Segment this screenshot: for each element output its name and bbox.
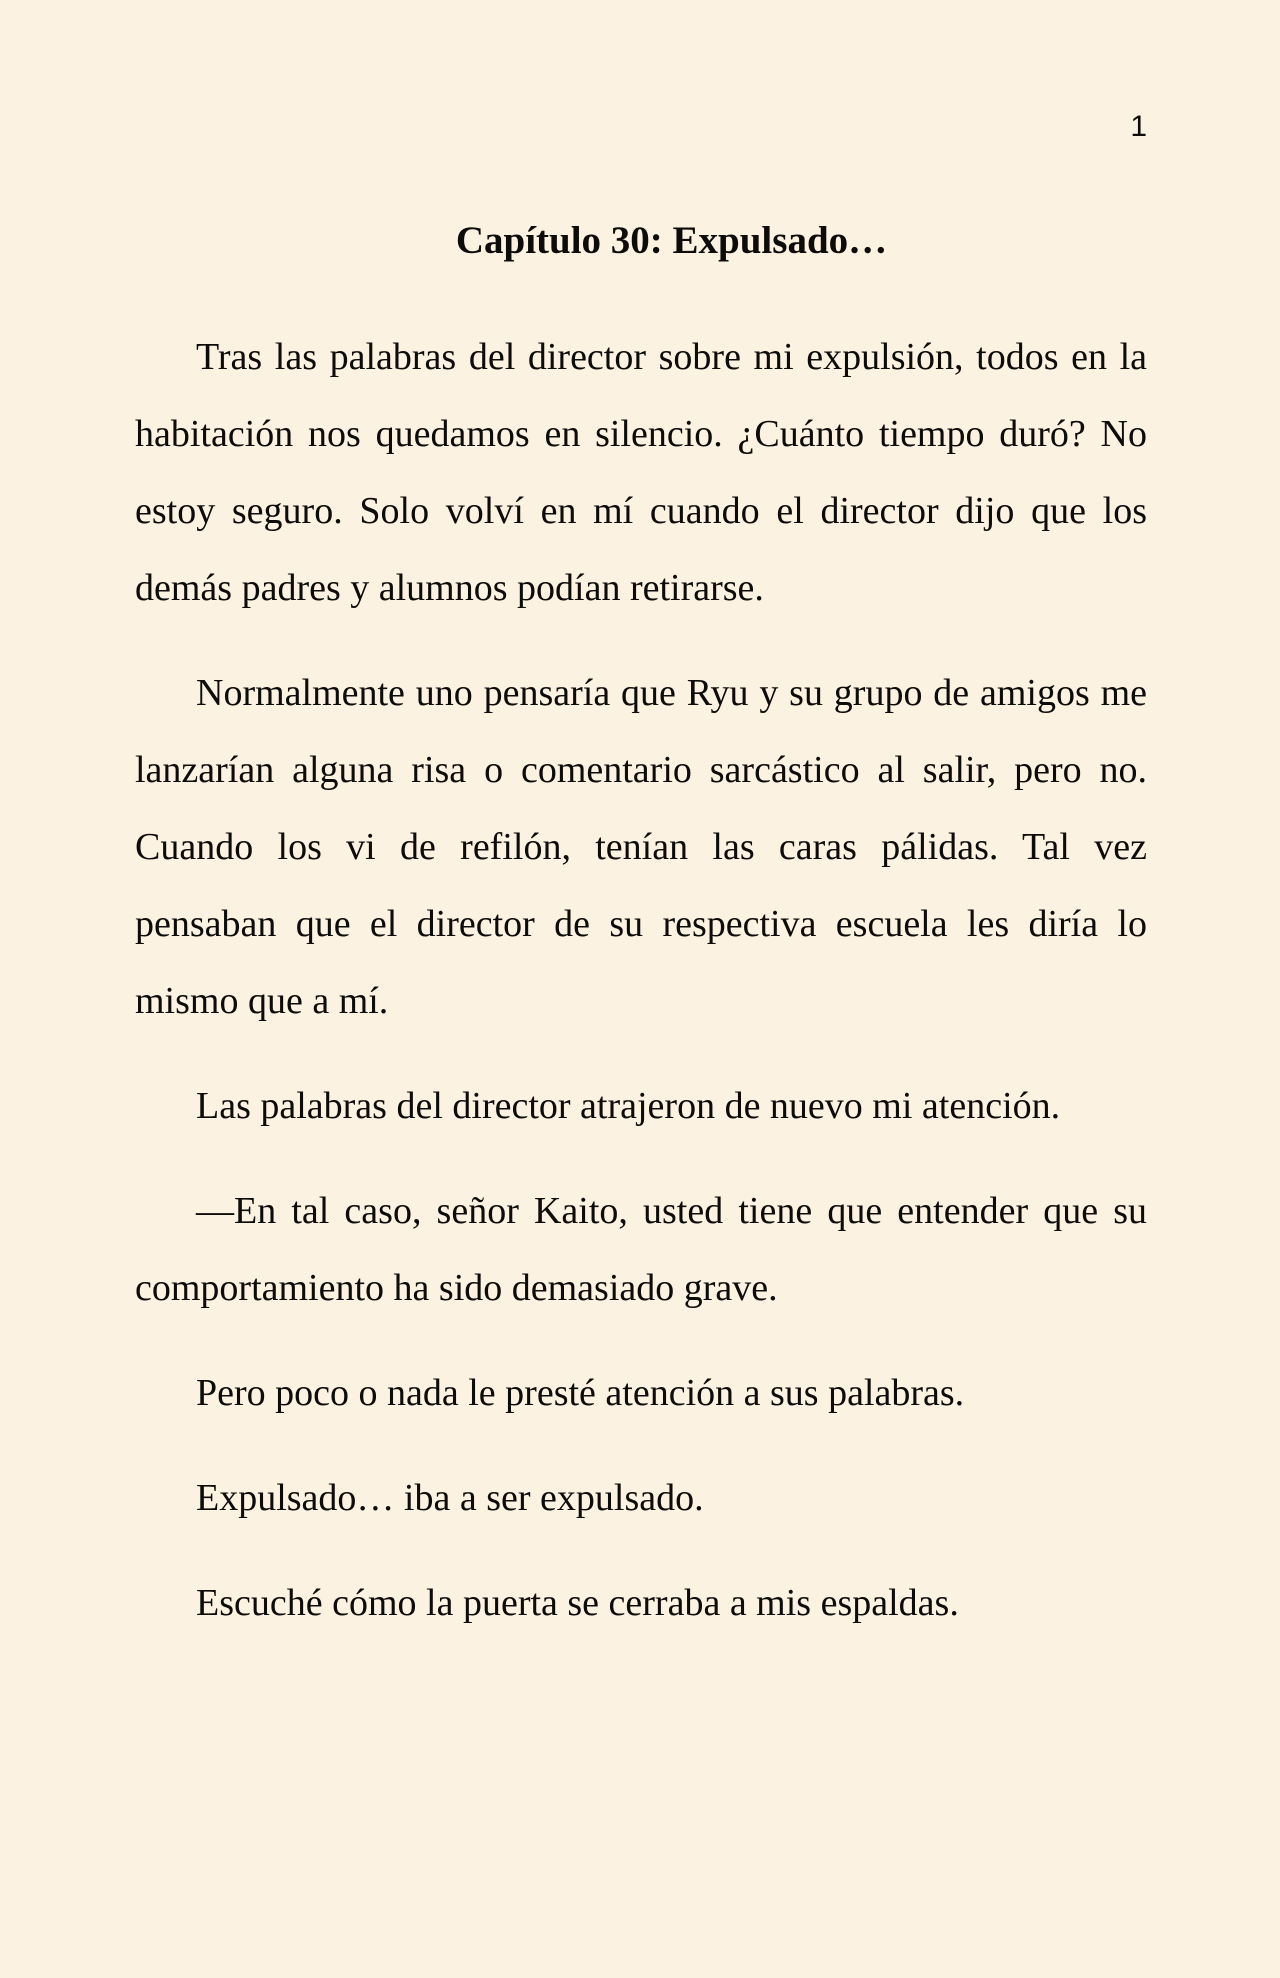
page-number: 1 <box>1130 110 1147 143</box>
paragraph: Expulsado… iba a ser expulsado. <box>196 1477 704 1519</box>
chapter-body <box>135 319 1147 1642</box>
paragraph: Las palabras del director atrajeron de nuevo mi atención. <box>196 1085 1061 1127</box>
chapter-title: Capítulo 30: Expulsado… <box>455 219 888 262</box>
paragraph: Escuché cómo la puerta se cerraba a mis espaldas. <box>196 1582 959 1624</box>
paragraph: Tras las palabras del director sobre mi expulsión, todos en la habitación nos quedamos en silencio. ¿Cuánto tiempo duró? No estoy seguro. Solo volví en mí cuando el director dijo que los demás padres y alumnos podían retirarse. <box>135 336 1147 609</box>
paragraph: Pero poco o nada le presté atención a sus palabras. <box>196 1372 965 1414</box>
paragraph: Normalmente uno pensaría que Ryu y su grupo de amigos me lanzarían alguna risa o comentario sarcástico al salir, pero no. Cuando los vi de refilón, tenían las caras pálidas. Tal vez pensaban que el director de su respectiva escuela les diría lo mismo que a mí. <box>135 672 1147 1022</box>
document-page <box>0 112 1280 1978</box>
paragraph: —En tal caso, señor Kaito, usted tiene que entender que su comportamiento ha sido demasiado grave. <box>135 1190 1147 1309</box>
